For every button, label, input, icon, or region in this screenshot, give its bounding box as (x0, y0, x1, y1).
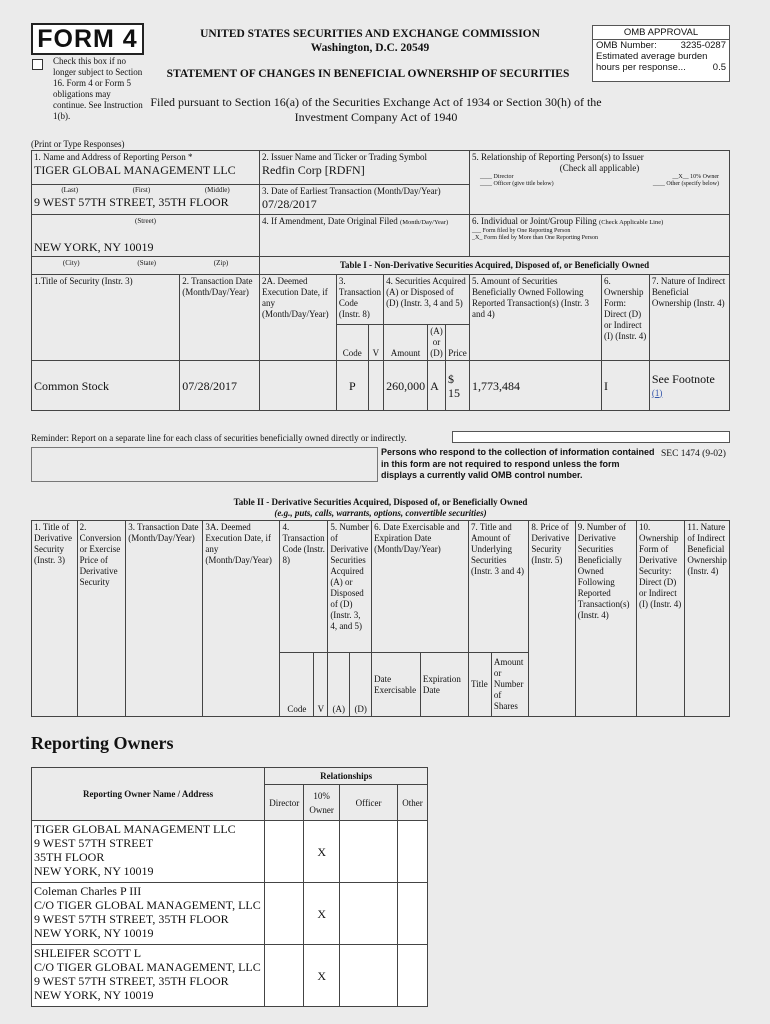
t2-col-date: 3. Transaction Date (Month/Day/Year) (126, 521, 203, 717)
t1-v (368, 361, 383, 411)
agency-address: Washington, D.C. 20549 (310, 42, 430, 54)
t1-date: 07/28/2017 (180, 361, 260, 411)
address-street-cell (32, 185, 260, 215)
reporting-person-cell (32, 151, 260, 185)
street-label: (Street) (135, 217, 157, 225)
owner-line: 35TH FLOOR (34, 850, 105, 864)
t1-col-acquired: 4. Securities Acquired (A) or Disposed of (D) (Instr. 3, 4 and 5) (384, 275, 470, 325)
table1-title: Table I - Non-Derivative Securities Acquired, Disposed of, or Beneficially Owned (260, 257, 730, 275)
t2-col-form: 10. Ownership Form of Derivative Security: Direct (D) or Indirect (I) (Instr. 4) (637, 521, 685, 717)
t2-sub-v: V (314, 653, 328, 717)
city-label: (City) (62, 259, 80, 267)
table-row (32, 945, 428, 1007)
reporting-person-label: 1. Name and Address of Reporting Person * (34, 152, 193, 162)
omb-number-value: 3235-0287 (680, 40, 726, 51)
t2-sub-a: (A) (328, 653, 350, 717)
t2-sub-code: Code (280, 653, 314, 717)
director-header: Director (265, 785, 304, 821)
omb-hours-value: 0.5 (712, 62, 726, 73)
earliest-date-value: 07/28/2017 (262, 197, 317, 211)
joint-filing-label: 6. Individual or Joint/Group Filing (472, 216, 597, 226)
rel-director: ____ Director (480, 174, 514, 180)
owner-tenpct: X (304, 883, 340, 945)
omb-burden-label: Estimated average burden (596, 51, 708, 62)
table-row (32, 883, 428, 945)
rel-officer: ____ Officer (give title below) (480, 181, 554, 187)
rel-tenpct: __X__ 10% Owner (672, 174, 719, 180)
print-type-note: (Print or Type Responses) (31, 139, 125, 149)
table-one (31, 150, 730, 411)
owner-tenpct: X (304, 821, 340, 883)
rel-other: ____ Other (specify below) (652, 181, 719, 187)
owner-line: TIGER GLOBAL MANAGEMENT LLC (34, 822, 236, 836)
omb-number-label: OMB Number: (596, 40, 657, 51)
t2-col-code: 4. Transaction Code (Instr. 8) (280, 521, 328, 653)
owner-line: NEW YORK, NY 10019 (34, 988, 154, 1002)
t1-code: P (336, 361, 368, 411)
form-title: FORM 4 (31, 23, 144, 55)
joint-one: ___ Form filed by One Reporting Person (472, 228, 571, 234)
owner-line: SHLEIFER SCOTT L (34, 946, 142, 960)
last-label: (Last) (61, 186, 79, 194)
t1-amount: 260,000 (384, 361, 428, 411)
amendment-cell (260, 215, 470, 257)
t1-sub-code: Code (336, 325, 368, 361)
t2-sub-title: Title (469, 653, 492, 717)
t2-col-nature: 11. Nature of Indirect Beneficial Ownership (Instr. 4) (685, 521, 730, 717)
owner-line: 9 WEST 57TH STREET, 35TH FLOOR (34, 912, 229, 926)
table-two (31, 520, 730, 717)
no-longer-subject-checkbox[interactable] (32, 59, 43, 70)
relationship-label: 5. Relationship of Reporting Person(s) to Issuer (472, 152, 644, 162)
tenpct-header: 10% Owner (304, 785, 340, 821)
owner-line: 9 WEST 57TH STREET, 35TH FLOOR (34, 974, 229, 988)
earliest-date-label: 3. Date of Earliest Transaction (Month/Day/Year) (262, 186, 441, 196)
officer-header: Officer (340, 785, 398, 821)
relationship-sub: (Check all applicable) (559, 163, 640, 173)
sec-form-code: SEC 1474 (9-02) (661, 449, 726, 459)
t1-security: Common Stock (32, 361, 180, 411)
t2-col-underlying: 7. Title and Amount of Underlying Securities (Instr. 3 and 4) (469, 521, 529, 653)
owner-line: C/O TIGER GLOBAL MANAGEMENT, LLC (34, 898, 261, 912)
owner-officer (340, 821, 398, 883)
issuer-name: Redfin Corp [RDFN] (262, 163, 365, 177)
owner-line: NEW YORK, NY 10019 (34, 864, 154, 878)
joint-filing-cell (470, 215, 730, 257)
footnote-link[interactable]: (1) (651, 387, 663, 398)
owner-officer (340, 945, 398, 1007)
t2-col-price: 8. Price of Derivative Security (Instr. 5) (529, 521, 575, 717)
t1-price: $ 15 (446, 361, 470, 411)
owner-officer (340, 883, 398, 945)
agency-header (160, 27, 580, 55)
reminder-text: Reminder: Report on a separate line for each class of securities beneficially owned directly or indirectly. (31, 433, 407, 443)
t2-sub-amount: Amount or Number of Shares (491, 653, 529, 717)
t1-owned: 1,773,484 (470, 361, 602, 411)
t1-col-date: 2. Transaction Date (Month/Day/Year) (180, 275, 260, 361)
agency-name: UNITED STATES SECURITIES AND EXCHANGE COMMISSION (200, 28, 540, 40)
table2-title: Table II - Derivative Securities Acquired, Disposed of, or Beneficially Owned (233, 497, 528, 507)
t2-col-owned: 9. Number of Derivative Securities Beneficially Owned Following Reported Transaction(s) (Instr. 4) (575, 521, 636, 717)
owner-director (265, 821, 304, 883)
t2-sub-date-ex: Date Exercisable (372, 653, 421, 717)
table2-subtitle: (e.g., puts, calls, warrants, options, convertible securities) (274, 508, 487, 518)
table-row (32, 821, 428, 883)
owner-line: Coleman Charles P III (34, 884, 142, 898)
t1-sub-aord: (A) or (D) (428, 325, 446, 361)
earliest-date-cell (260, 185, 470, 215)
owner-other (397, 883, 427, 945)
t1-form: I (601, 361, 649, 411)
city-label-cell (32, 257, 260, 275)
table2-heading (31, 497, 730, 519)
owner-address (32, 945, 265, 1007)
t1-col-form: 6. Ownership Form: Direct (D) or Indirect (I) (Instr. 4) (601, 275, 649, 361)
owner-director (265, 883, 304, 945)
t1-col-owned: 5. Amount of Securities Beneficially Owned Following Reported Transaction(s) (Instr. 3 and 4) (470, 275, 602, 361)
t1-nature: See Footnote (651, 371, 715, 386)
t2-col-conversion: 2. Conversion or Exercise Price of Derivative Security (77, 521, 126, 717)
t1-nature-cell (649, 361, 729, 411)
t1-sub-price: Price (446, 325, 470, 361)
street-address: 9 WEST 57TH STREET, 35TH FLOOR (34, 195, 229, 209)
owner-address (32, 883, 265, 945)
owner-name-header: Reporting Owner Name / Address (32, 768, 265, 821)
relationship-options-2 (472, 181, 727, 188)
city-state-zip: NEW YORK, NY 10019 (34, 240, 154, 254)
t1-col-code: 3. Transaction Code (Instr. 8) (336, 275, 383, 325)
owner-line: C/O TIGER GLOBAL MANAGEMENT, LLC (34, 960, 261, 974)
owner-other (397, 821, 427, 883)
other-header: Other (397, 785, 427, 821)
blank-box (31, 447, 378, 482)
issuer-label: 2. Issuer Name and Ticker or Trading Symbol (262, 152, 428, 162)
issuer-cell (260, 151, 470, 185)
t1-col-security: 1.Title of Security (Instr. 3) (32, 275, 180, 361)
owner-director (265, 945, 304, 1007)
name-sub-labels (34, 186, 257, 195)
amendment-label: 4. If Amendment, Date Original Filed (262, 216, 398, 226)
statement-title: STATEMENT OF CHANGES IN BENEFICIAL OWNERSHIP OF SECURITIES (166, 68, 570, 80)
owner-tenpct: X (304, 945, 340, 1007)
t1-col-nature: 7. Nature of Indirect Beneficial Ownership (Instr. 4) (649, 275, 729, 361)
state-label: (State) (137, 259, 157, 267)
relationship-cell (470, 151, 730, 215)
t1-sub-v: V (368, 325, 383, 361)
middle-label: (Middle) (204, 186, 230, 194)
owner-address (32, 821, 265, 883)
amendment-sub: (Month/Day/Year) (400, 219, 449, 226)
owner-line: 9 WEST 57TH STREET (34, 836, 154, 850)
relationships-header: Relationships (265, 768, 428, 785)
owner-line: NEW YORK, NY 10019 (34, 926, 154, 940)
omb-title: OMB APPROVAL (593, 26, 729, 40)
persons-notice: Persons who respond to the collection of information contained in this form are not required to respond unless the form displays a currently valid OMB control number. (381, 447, 655, 480)
t2-sub-d: (D) (350, 653, 372, 717)
t1-aord: A (428, 361, 446, 411)
omb-approval-box (592, 25, 730, 82)
zip-label: (Zip) (213, 259, 229, 267)
t2-col-title: 1. Title of Derivative Security (Instr. 3) (32, 521, 78, 717)
t2-col-deemed: 3A. Deemed Execution Date, if any (Month/Day/Year) (203, 521, 280, 717)
owner-other (397, 945, 427, 1007)
joint-more: _X_ Form filed by More than One Reporting Person (472, 235, 599, 241)
joint-filing-sub: (Check Applicable Line) (599, 219, 664, 226)
t1-deemed (260, 361, 337, 411)
first-label: (First) (132, 186, 151, 194)
t1-col-deemed: 2A. Deemed Execution Date, if any (Month/Day/Year) (260, 275, 337, 361)
city-cell (32, 215, 260, 257)
checkbox-instruction: Check this box if no longer subject to Section 16. Form 4 or Form 5 obligations may continue. See Instruction 1(b). (53, 56, 143, 121)
reminder-line (452, 431, 730, 443)
t2-col-exercisable: 6. Date Exercisable and Expiration Date (Month/Day/Year) (372, 521, 469, 653)
t1-sub-amount: Amount (384, 325, 428, 361)
city-sub-labels (34, 258, 257, 269)
t2-sub-exp: Expiration Date (420, 653, 468, 717)
relationship-options-1 (472, 174, 727, 181)
table-row (32, 361, 730, 411)
omb-hours-label: hours per response... (596, 62, 686, 73)
filed-pursuant: Filed pursuant to Section 16(a) of the Securities Exchange Act of 1934 or Section 30(h) of the Investment Company Act of 1940 (150, 95, 602, 124)
reporting-person-name: TIGER GLOBAL MANAGEMENT LLC (34, 163, 236, 177)
reporting-owners-table (31, 767, 428, 1007)
t2-col-number: 5. Number of Derivative Securities Acquired (A) or Disposed of (D) (Instr. 3, 4, and 5) (328, 521, 372, 653)
reporting-owners-heading: Reporting Owners (31, 733, 174, 753)
